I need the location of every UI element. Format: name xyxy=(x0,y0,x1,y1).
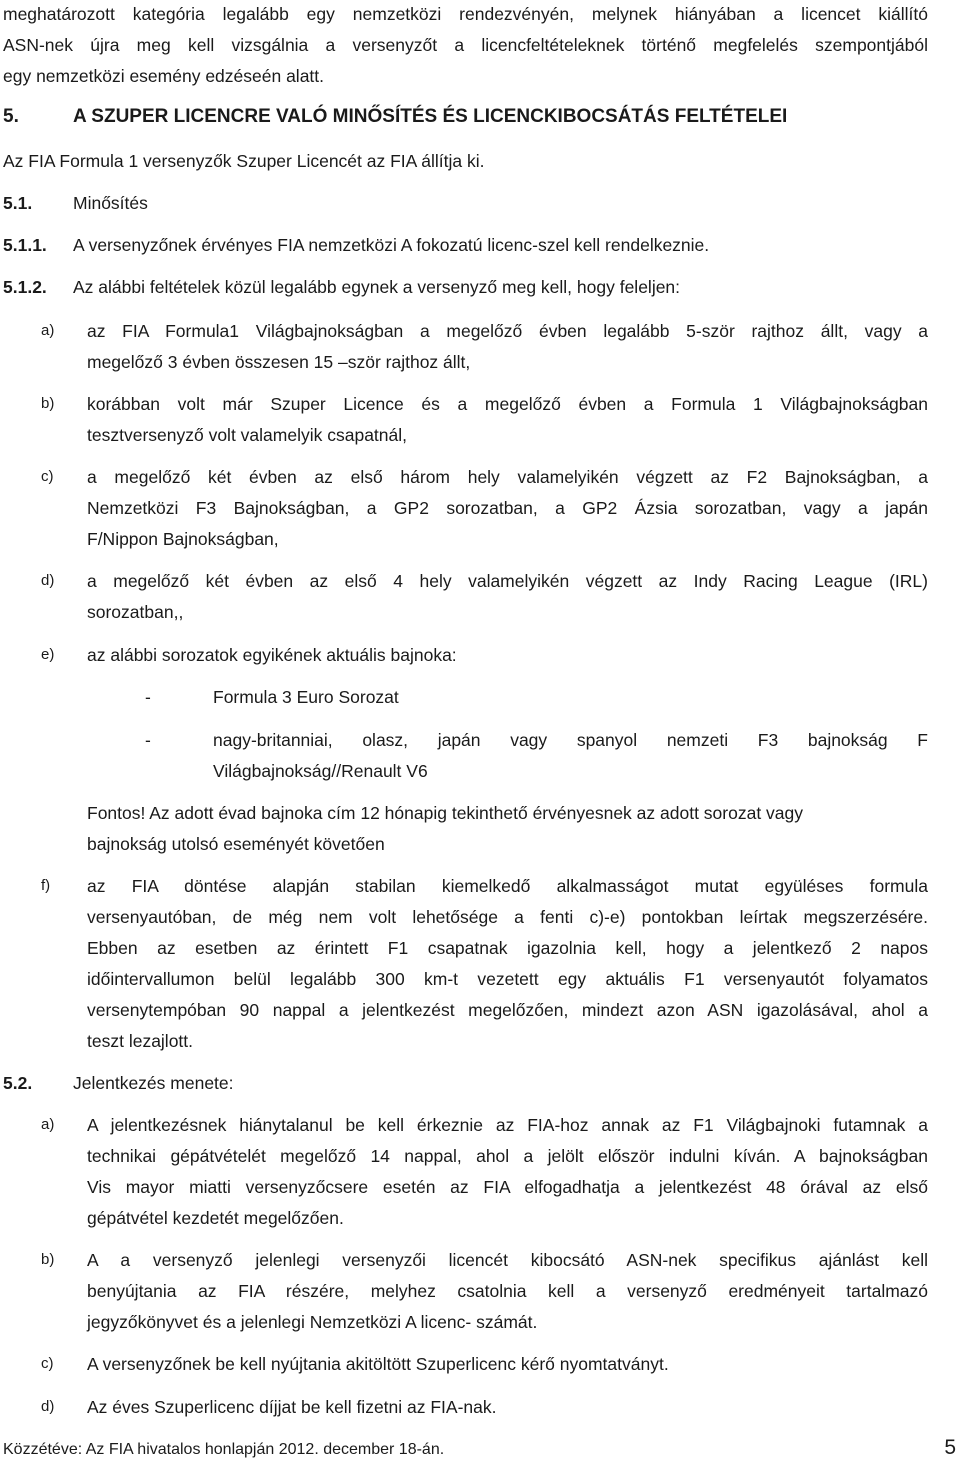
subsection-title: Jelentkezés menete: xyxy=(73,1073,234,1093)
section-lead: Az FIA Formula 1 versenyzők Szuper Licencét az FIA állítja ki. xyxy=(3,151,485,171)
subsection-number: 5.1. xyxy=(3,193,33,213)
list-item-line: teszt lezajlott. xyxy=(87,1031,194,1051)
list-label: c) xyxy=(41,468,54,485)
paragraph: A versenyzőnek érvényes FIA nemzetközi A fokozatú licenc-szel kell rendelkeznie. xyxy=(73,235,710,255)
subsection-number: 5.1.1. xyxy=(3,235,47,255)
list-item-line: A a versenyző jelenlegi versenyzői licencét kibocsátó ASN-nek specifikus ajánlást kell xyxy=(87,1250,928,1270)
list-item-line: megelőző 3 évben összesen 15 –ször rajthoz állt, xyxy=(87,352,471,372)
list-item-line: sorozatban,, xyxy=(87,602,184,622)
list-item-line: gépátvétel kezdetét megelőzően. xyxy=(87,1208,344,1228)
note-line: bajnokság utolsó eseményét követően xyxy=(87,834,385,854)
sub-item-dash: - xyxy=(145,687,151,707)
list-label: b) xyxy=(41,1251,55,1268)
list-item-line: a megelőző két évben az első 4 hely valamelyikén végzett az Indy Racing League (IRL) xyxy=(87,571,928,591)
list-item-line: A versenyzőnek be kell nyújtania akitöltött Szuperlicenc kérő nyomtatványt. xyxy=(87,1354,669,1374)
list-item-line: időintervallumon belül legalább 300 km-t vezetett egy aktuális F1 versenyautót folyamatos xyxy=(87,969,928,989)
intro-line: ASN-nek újra meg kell vizsgálnia a versenyzőt a licencfeltételeknek történő megfelelés szempontjából xyxy=(3,35,928,55)
list-item-line: Ebben az esetben az érintett F1 csapatnak igazolnia kell, hogy a jelentkező 2 napos xyxy=(87,938,928,958)
subsection-title: Minősítés xyxy=(73,193,148,213)
list-item-line: Vis mayor miatti versenyzőcsere esetén az FIA elfogadhatja a jelentkezést 48 órával az első xyxy=(87,1177,928,1197)
sub-item-line: Világbajnokság//Renault V6 xyxy=(213,761,428,781)
list-item-line: benyújtania az FIA részére, melyhez csatolnia kell a versenyző eredményeit tartalmazó xyxy=(87,1281,928,1301)
list-item-line: tesztversenyző volt valamelyik csapatnál, xyxy=(87,425,407,445)
list-item-line: jegyzőkönyvet és a jelenlegi Nemzetközi A licenc- számát. xyxy=(87,1312,538,1332)
sub-item-line: nagy-britanniai, olasz, japán vagy spanyol nemzeti F3 bajnokság F xyxy=(213,730,928,750)
page-number: 5 xyxy=(944,1436,956,1459)
list-item-line: Nemzetközi F3 Bajnokságban, a GP2 sorozatban, a GP2 Ázsia sorozatban, vagy a japán xyxy=(87,498,928,518)
sub-item-dash: - xyxy=(145,730,151,750)
list-item-line: az FIA Formula1 Világbajnokságban a megelőző évben legalább 5-ször rajthoz állt, vagy a xyxy=(87,321,928,341)
subsection-number: 5.2. xyxy=(3,1073,33,1093)
list-label: a) xyxy=(41,1116,55,1133)
list-item-line: Az éves Szuperlicenc díjjat be kell fizetni az FIA-nak. xyxy=(87,1397,497,1417)
list-item-line: versenytempóban 90 nappal a jelentkezést megelőzően, mindezt azon ASN igazolásával, ahol a xyxy=(87,1000,928,1020)
list-label: b) xyxy=(41,395,55,412)
list-item-line: korábban volt már Szuper Licence és a megelőző évben a Formula 1 Világbajnokságban xyxy=(87,394,928,414)
section-title: A SZUPER LICENCRE VALÓ MINŐSÍTÉS ÉS LICENCKIBOCSÁTÁS FELTÉTELEI xyxy=(73,106,788,127)
list-item-line: az FIA döntése alapján stabilan kiemelkedő alkalmasságot mutat együléses formula xyxy=(87,876,928,896)
list-item-line: A jelentkezésnek hiánytalanul be kell érkeznie az FIA-hoz annak az F1 Világbajnoki futamnak a xyxy=(87,1115,928,1135)
intro-line: meghatározott kategória legalább egy nemzetközi rendezvényén, melynek hiányában a licencet kiállító xyxy=(3,4,928,24)
list-label: d) xyxy=(41,572,55,589)
list-label: e) xyxy=(41,646,55,663)
list-label: d) xyxy=(41,1398,55,1415)
list-item-line: versenyautóban, de még nem volt lehetősége a fenti c)-e) pontokban leírtak megszerzésére. xyxy=(87,907,928,927)
note-line: Fontos! Az adott évad bajnoka cím 12 hónapig tekinthető érvényesnek az adott sorozat vagy xyxy=(87,803,804,823)
sub-item-line: Formula 3 Euro Sorozat xyxy=(213,687,399,707)
list-item-line: F/Nippon Bajnokságban, xyxy=(87,529,279,549)
list-item-line: az alábbi sorozatok egyikének aktuális bajnoka: xyxy=(87,645,457,665)
list-label: c) xyxy=(41,1355,54,1372)
paragraph: Az alábbi feltételek közül legalább egynek a versenyző meg kell, hogy feleljen: xyxy=(73,277,681,297)
section-number: 5. xyxy=(3,106,19,127)
subsection-number: 5.1.2. xyxy=(3,277,47,297)
list-item-line: technikai gépátvételét megelőző 14 nappal, ahol a jelölt először indulni kíván. A bajnokságban xyxy=(87,1146,928,1166)
list-label: f) xyxy=(41,877,51,894)
page-footer: Közzétéve: Az FIA hivatalos honlapján 2012. december 18-án. xyxy=(3,1441,445,1458)
list-item-line: a megelőző két évben az első három hely valamelyikén végzett az F2 Bajnokságban, a xyxy=(87,467,928,487)
intro-line: egy nemzetközi esemény edzéseén alatt. xyxy=(3,66,325,86)
list-label: a) xyxy=(41,322,55,339)
